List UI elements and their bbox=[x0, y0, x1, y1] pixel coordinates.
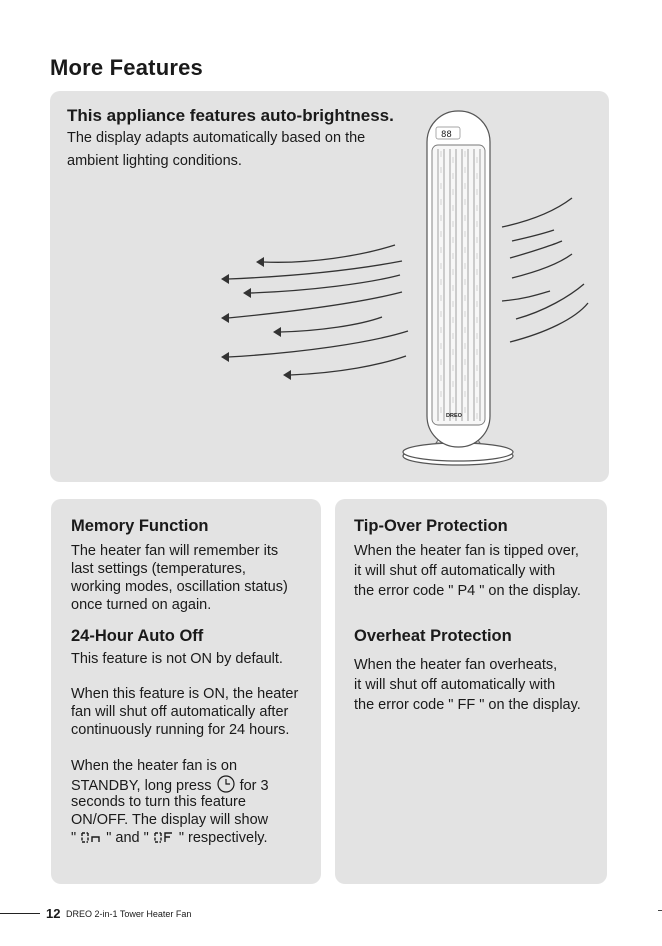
auto-brightness-text-1: The display adapts automatically based on the bbox=[67, 130, 366, 146]
tip-over-text-2: it will shut off automatically with bbox=[354, 563, 556, 579]
protection-panel bbox=[335, 499, 607, 884]
page-title: More Features bbox=[50, 55, 203, 80]
memory-function-heading: Memory Function bbox=[71, 517, 209, 535]
airflow-right-icon bbox=[502, 198, 588, 342]
standby-text-5 bbox=[71, 829, 268, 847]
standby-text-4: ON/OFF. The display will show bbox=[71, 812, 269, 828]
memory-text-3: working modes, oscillation status) bbox=[71, 579, 288, 595]
standby-text-2 bbox=[71, 775, 269, 795]
quote-open: " bbox=[71, 830, 77, 846]
respectively-text: " respectively. bbox=[178, 830, 268, 846]
memory-text-2: last settings (temperatures, bbox=[71, 561, 246, 577]
memory-text-1: The heater fan will remember its bbox=[71, 543, 279, 559]
standby-text-2b: for 3 bbox=[239, 778, 269, 794]
tower-heater-illustration bbox=[50, 91, 609, 482]
overheat-heading: Overheat Protection bbox=[354, 627, 512, 645]
tower-heater-body bbox=[403, 111, 513, 465]
overheat-text-1: When the heater fan overheats, bbox=[354, 657, 558, 673]
standby-text-3: seconds to turn this feature bbox=[71, 794, 246, 810]
auto-brightness-heading: This appliance features auto-brightness. bbox=[67, 106, 394, 125]
tip-over-text-3: the error code " P4 " on the display. bbox=[354, 583, 581, 599]
footer-product-name: DREO 2-in-1 Tower Heater Fan bbox=[66, 909, 192, 919]
display-on-glyph-icon bbox=[80, 829, 102, 845]
tip-over-heading: Tip-Over Protection bbox=[354, 517, 508, 535]
standby-text-1: When the heater fan is on bbox=[71, 758, 238, 774]
brand-label: DREO bbox=[446, 413, 462, 419]
auto-brightness-text-2: ambient lighting conditions. bbox=[67, 153, 242, 169]
footer-rule bbox=[0, 913, 40, 914]
tip-over-text-1: When the heater fan is tipped over, bbox=[354, 543, 579, 559]
airflow-left-icon bbox=[228, 245, 408, 375]
memory-auto-off-panel bbox=[51, 499, 321, 884]
auto-off-text-1: When this feature is ON, the heater bbox=[71, 686, 299, 702]
overheat-text-3: the error code " FF " on the display. bbox=[354, 697, 581, 713]
footer-tick bbox=[658, 910, 662, 911]
standby-text-2a: STANDBY, long press bbox=[71, 778, 212, 794]
overheat-text-2: it will shut off automatically with bbox=[354, 677, 556, 693]
auto-off-text-3: continuously running for 24 hours. bbox=[71, 722, 290, 738]
timer-clock-icon bbox=[216, 775, 236, 793]
display-readout: 88 bbox=[441, 130, 452, 140]
auto-off-heading: 24-Hour Auto Off bbox=[71, 627, 204, 645]
auto-brightness-panel bbox=[50, 91, 609, 482]
auto-off-note: This feature is not ON by default. bbox=[71, 651, 283, 667]
auto-off-text-2: fan will shut off automatically after bbox=[71, 704, 289, 720]
memory-text-4: once turned on again. bbox=[71, 597, 212, 613]
display-off-glyph-icon bbox=[153, 829, 175, 845]
and-text: " and " bbox=[106, 830, 149, 846]
page-number: 12 bbox=[46, 906, 61, 921]
